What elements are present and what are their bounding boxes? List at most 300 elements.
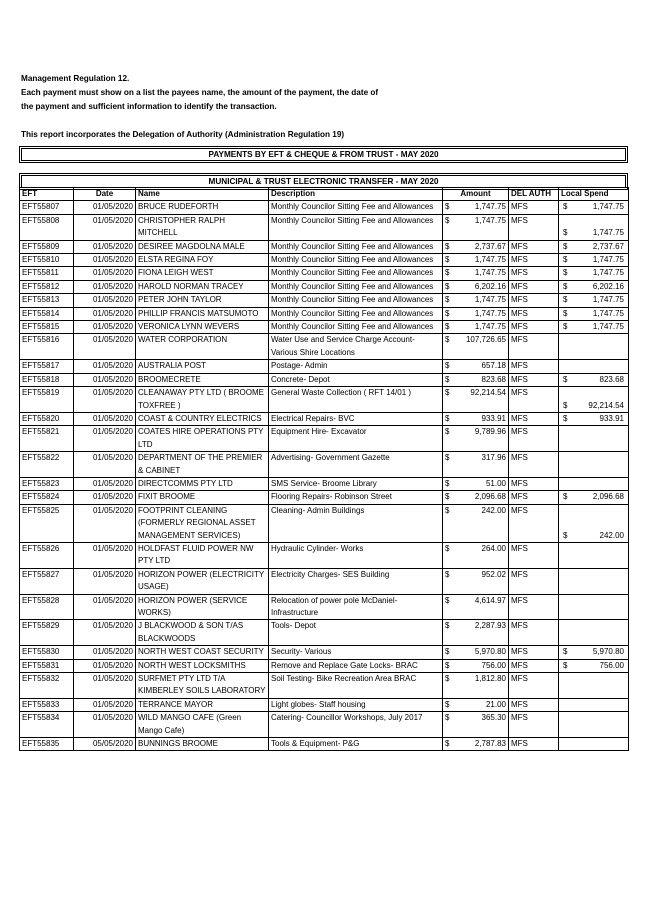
local-spend-cell [559,620,629,646]
amount-value: 6,202.16 [474,281,506,291]
payments-table [19,187,629,751]
amount-cell [443,412,509,425]
currency-symbol: $ [445,308,450,318]
del-auth-cell: MFS [509,491,559,504]
local-spend-cell [559,334,629,360]
eft-number-cell: EFT55832 [20,673,74,699]
currency-symbol: $ [563,400,568,410]
del-auth-cell: MFS [509,321,559,334]
description-cell: General Waste Collection ( RFT 14/01 ) [269,387,443,413]
description-cell: Concrete- Depot [269,373,443,386]
payment-date-cell: 01/05/2020 [74,254,136,267]
currency-symbol: $ [445,215,450,225]
amount-value: 2,287.93 [474,621,506,631]
eft-number-cell: EFT55818 [20,373,74,386]
payee-name-cell: HOLDFAST FLUID POWER NW PTY LTD [136,542,269,568]
local-spend-value: 1,747.75 [592,268,624,278]
table-row [20,373,629,386]
currency-symbol: $ [445,660,450,670]
local-spend-cell [559,542,629,568]
amount-value: 2,096.68 [474,492,506,502]
amount-cell [443,568,509,594]
amount-value: 1,747.75 [474,295,506,305]
eft-number-cell: EFT55828 [20,594,74,620]
payment-date-cell: 01/05/2020 [74,321,136,334]
local-spend-cell [559,698,629,711]
currency-symbol: $ [445,427,450,437]
description-cell: Hydraulic Cylinder- Works [269,542,443,568]
table-row [20,240,629,253]
amount-cell [443,659,509,672]
payee-name-cell: SURFMET PTY LTD T/A KIMBERLEY SOILS LABORATORY [136,673,269,699]
currency-symbol: $ [563,295,568,305]
regulation-heading: Management Regulation 12. [21,74,130,83]
payee-name-cell: CHRISTOPHER RALPH MITCHELL [136,214,269,240]
table-row [20,294,629,307]
eft-number-cell: EFT55827 [20,568,74,594]
amount-value: 21.00 [485,699,506,709]
amount-cell [443,620,509,646]
amount-cell [443,542,509,568]
eft-number-cell: EFT55819 [20,387,74,413]
payee-name-cell: NORTH WEST COAST SECURITY [136,646,269,659]
del-auth-cell: MFS [509,542,559,568]
del-auth-cell: MFS [509,387,559,413]
payment-date-cell: 01/05/2020 [74,673,136,699]
local-spend-cell [559,387,629,413]
description-cell: Monthly Councilor Sitting Fee and Allowances [269,307,443,320]
amount-value: 9,789.96 [474,427,506,437]
table-row [20,491,629,504]
payment-date-cell: 01/05/2020 [74,387,136,413]
payee-name-cell: FIXIT BROOME [136,491,269,504]
description-cell: Advertising- Government Gazette [269,452,443,478]
del-auth-cell: MFS [509,280,559,293]
local-spend-cell [559,568,629,594]
report-banner [19,146,628,163]
payment-date-cell: 01/05/2020 [74,412,136,425]
local-spend-cell [559,214,629,240]
currency-symbol: $ [445,505,450,515]
table-row [20,673,629,699]
description-cell: Monthly Councilor Sitting Fee and Allowances [269,267,443,280]
amount-cell [443,201,509,214]
amount-value: 1,747.75 [474,255,506,265]
del-auth-cell: MFS [509,267,559,280]
local-spend-cell [559,738,629,751]
payee-name-cell: FIONA LEIGH WEST [136,267,269,280]
del-auth-cell: MFS [509,698,559,711]
amount-value: 365.30 [481,713,506,723]
eft-number-cell: EFT55811 [20,267,74,280]
currency-symbol: $ [445,492,450,502]
payment-date-cell: 01/05/2020 [74,426,136,452]
eft-number-cell: EFT55826 [20,542,74,568]
payee-name-cell: BRUCE RUDEFORTH [136,201,269,214]
description-cell: Monthly Councilor Sitting Fee and Allowances [269,201,443,214]
eft-number-cell: EFT55829 [20,620,74,646]
col-header-date: Date [74,188,136,201]
del-auth-cell: MFS [509,214,559,240]
table-row [20,267,629,280]
section-title: MUNICIPAL & TRUST ELECTRONIC TRANSFER - MAY 2020 [21,175,626,188]
amount-value: 756.00 [481,660,506,670]
del-auth-cell: MFS [509,360,559,373]
payee-name-cell: DIRECTCOMMS PTY LTD [136,477,269,490]
description-cell: Monthly Councilor Sitting Fee and Allowances [269,321,443,334]
del-auth-cell: MFS [509,673,559,699]
del-auth-cell: MFS [509,738,559,751]
currency-symbol: $ [445,374,450,384]
table-row [20,620,629,646]
table-row [20,280,629,293]
currency-symbol: $ [445,674,450,684]
del-auth-cell: MFS [509,334,559,360]
payment-date-cell: 01/05/2020 [74,646,136,659]
currency-symbol: $ [445,281,450,291]
table-row [20,712,629,738]
amount-cell [443,214,509,240]
del-auth-cell: MFS [509,568,559,594]
amount-value: 5,970.80 [474,647,506,657]
description-cell: Flooring Repairs- Robinson Street [269,491,443,504]
payment-date-cell: 01/05/2020 [74,280,136,293]
description-cell: Equipment Hire- Excavator [269,426,443,452]
amount-cell [443,477,509,490]
payee-name-cell: DEPARTMENT OF THE PREMIER & CABINET [136,452,269,478]
table-row [20,646,629,659]
eft-number-cell: EFT55810 [20,254,74,267]
local-spend-cell [559,659,629,672]
amount-cell [443,673,509,699]
eft-number-cell: EFT55822 [20,452,74,478]
local-spend-value: 1,747.75 [592,295,624,305]
table-row [20,321,629,334]
local-spend-value: 1,747.75 [592,308,624,318]
local-spend-value: 92,214.54 [588,400,624,410]
payee-name-cell: HAROLD NORMAN TRACEY [136,280,269,293]
regulation-text-2: the payment and sufficient information to identify the transaction. [21,102,277,111]
del-auth-cell: MFS [509,426,559,452]
payee-name-cell: DESIREE MAGDOLNA MALE [136,240,269,253]
payee-name-cell: BROOMECRETE [136,373,269,386]
table-row [20,426,629,452]
payee-name-cell: WATER CORPORATION [136,334,269,360]
amount-cell [443,504,509,542]
currency-symbol: $ [563,530,568,540]
eft-number-cell: EFT55808 [20,214,74,240]
eft-number-cell: EFT55830 [20,646,74,659]
table-row [20,594,629,620]
payment-date-cell: 01/05/2020 [74,214,136,240]
currency-symbol: $ [563,413,568,423]
del-auth-cell: MFS [509,477,559,490]
local-spend-cell [559,201,629,214]
description-cell: Monthly Councilor Sitting Fee and Allowances [269,240,443,253]
local-spend-value: 1,747.75 [592,255,624,265]
payee-name-cell: HORIZON POWER (ELECTRICITY USAGE) [136,568,269,594]
local-spend-cell [559,294,629,307]
eft-number-cell: EFT55820 [20,412,74,425]
currency-symbol: $ [445,322,450,332]
currency-symbol: $ [563,281,568,291]
col-header-local-spend: Local Spend [559,188,629,201]
currency-symbol: $ [563,268,568,278]
amount-value: 264.00 [481,543,506,553]
payment-date-cell: 01/05/2020 [74,620,136,646]
payment-date-cell: 01/05/2020 [74,568,136,594]
del-auth-cell: MFS [509,201,559,214]
table-row [20,452,629,478]
payment-date-cell: 05/05/2020 [74,738,136,751]
description-cell: Soil Testing- Bike Recreation Area BRAC [269,673,443,699]
table-row [20,542,629,568]
payee-name-cell: WILD MANGO CAFE (Green Mango Cafe) [136,712,269,738]
del-auth-cell: MFS [509,294,559,307]
currency-symbol: $ [563,647,568,657]
table-row [20,698,629,711]
amount-value: 823.68 [481,374,506,384]
col-header-name: Name [136,188,269,201]
local-spend-cell [559,267,629,280]
amount-cell [443,334,509,360]
amount-value: 1,747.75 [474,268,506,278]
payee-name-cell: PHILLIP FRANCIS MATSUMOTO [136,307,269,320]
table-row [20,504,629,542]
currency-symbol: $ [445,713,450,723]
local-spend-cell [559,712,629,738]
payee-name-cell: BUNNINGS BROOME [136,738,269,751]
del-auth-cell: MFS [509,452,559,478]
currency-symbol: $ [445,621,450,631]
local-spend-value: 2,096.68 [592,492,624,502]
currency-symbol: $ [445,739,450,749]
payment-date-cell: 01/05/2020 [74,712,136,738]
table-row [20,387,629,413]
description-cell: Tools & Equipment- P&G [269,738,443,751]
amount-value: 242.00 [481,505,506,515]
description-cell: Relocation of power pole McDaniel- Infrastructure [269,594,443,620]
local-spend-value: 1,747.75 [592,228,624,238]
local-spend-cell [559,426,629,452]
local-spend-cell [559,491,629,504]
payment-date-cell: 01/05/2020 [74,452,136,478]
amount-value: 952.02 [481,569,506,579]
currency-symbol: $ [563,228,568,238]
col-header-del-auth: DEL AUTH [509,188,559,201]
amount-cell [443,360,509,373]
amount-cell [443,321,509,334]
amount-value: 657.18 [481,361,506,371]
currency-symbol: $ [445,699,450,709]
amount-cell [443,387,509,413]
payment-date-cell: 01/05/2020 [74,201,136,214]
table-row [20,334,629,360]
table-header-row [20,188,629,201]
eft-number-cell: EFT55835 [20,738,74,751]
table-row [20,307,629,320]
payment-date-cell: 01/05/2020 [74,477,136,490]
amount-value: 51.00 [485,478,506,488]
amount-cell [443,373,509,386]
amount-cell [443,452,509,478]
payee-name-cell: HORIZON POWER (SERVICE WORKS) [136,594,269,620]
currency-symbol: $ [445,595,450,605]
amount-value: 2,787.83 [474,739,506,749]
payee-name-cell: PETER JOHN TAYLOR [136,294,269,307]
currency-symbol: $ [563,255,568,265]
currency-symbol: $ [445,453,450,463]
amount-value: 317.96 [481,453,506,463]
currency-symbol: $ [445,361,450,371]
local-spend-cell [559,360,629,373]
payment-date-cell: 01/05/2020 [74,307,136,320]
amount-cell [443,738,509,751]
currency-symbol: $ [563,308,568,318]
del-auth-cell: MFS [509,412,559,425]
description-cell: Cleaning- Admin Buildings [269,504,443,542]
description-cell: Water Use and Service Charge Account- Various Shire Locations [269,334,443,360]
amount-cell [443,280,509,293]
payee-name-cell: NORTH WEST LOCKSMITHS [136,659,269,672]
payment-date-cell: 01/05/2020 [74,373,136,386]
del-auth-cell: MFS [509,646,559,659]
payment-date-cell: 01/05/2020 [74,267,136,280]
amount-value: 1,747.75 [474,202,506,212]
del-auth-cell: MFS [509,254,559,267]
description-cell: SMS Service- Broome Library [269,477,443,490]
local-spend-cell [559,280,629,293]
payee-name-cell: FOOTPRINT CLEANING (FORMERLY REGIONAL ASSET MANAGEMENT SERVICES) [136,504,269,542]
currency-symbol: $ [563,322,568,332]
payee-name-cell: COATES HIRE OPERATIONS PTY LTD [136,426,269,452]
description-cell: Electricity Charges- SES Building [269,568,443,594]
description-cell: Catering- Councillor Workshops, July 2017 [269,712,443,738]
eft-number-cell: EFT55823 [20,477,74,490]
local-spend-cell [559,673,629,699]
payment-date-cell: 01/05/2020 [74,360,136,373]
description-cell: Monthly Councilor Sitting Fee and Allowances [269,280,443,293]
currency-symbol: $ [445,647,450,657]
table-row [20,360,629,373]
report-title: PAYMENTS BY EFT & CHEQUE & FROM TRUST - MAY 2020 [21,148,626,161]
payment-date-cell: 01/05/2020 [74,240,136,253]
amount-value: 1,747.75 [474,215,506,225]
del-auth-cell: MFS [509,594,559,620]
eft-number-cell: EFT55812 [20,280,74,293]
local-spend-value: 1,747.75 [592,322,624,332]
payment-date-cell: 01/05/2020 [74,594,136,620]
del-auth-cell: MFS [509,712,559,738]
payment-date-cell: 01/05/2020 [74,491,136,504]
eft-number-cell: EFT55807 [20,201,74,214]
amount-value: 933.91 [481,413,506,423]
local-spend-value: 823.68 [599,374,624,384]
payment-date-cell: 01/05/2020 [74,659,136,672]
payment-date-cell: 01/05/2020 [74,542,136,568]
description-cell: Tools- Depot [269,620,443,646]
local-spend-cell [559,321,629,334]
eft-number-cell: EFT55817 [20,360,74,373]
payee-name-cell: TERRANCE MAYOR [136,698,269,711]
local-spend-cell [559,452,629,478]
amount-cell [443,491,509,504]
payee-name-cell: VERONICA LYNN WEVERS [136,321,269,334]
payment-date-cell: 01/05/2020 [74,334,136,360]
del-auth-cell: MFS [509,373,559,386]
del-auth-cell: MFS [509,659,559,672]
table-row [20,412,629,425]
delegation-note: This report incorporates the Delegation of Authority (Administration Regulation 19) [21,130,345,139]
amount-value: 1,747.75 [474,322,506,332]
eft-number-cell: EFT55831 [20,659,74,672]
amount-cell [443,240,509,253]
payment-date-cell: 01/05/2020 [74,504,136,542]
local-spend-value: 2,737.67 [592,241,624,251]
del-auth-cell: MFS [509,620,559,646]
currency-symbol: $ [445,255,450,265]
del-auth-cell: MFS [509,240,559,253]
currency-symbol: $ [445,543,450,553]
amount-cell [443,698,509,711]
table-row [20,201,629,214]
payee-name-cell: ELSTA REGINA FOY [136,254,269,267]
col-header-amount: Amount [443,188,509,201]
amount-cell [443,294,509,307]
description-cell: Monthly Councilor Sitting Fee and Allowances [269,294,443,307]
eft-number-cell: EFT55813 [20,294,74,307]
local-spend-value: 242.00 [599,530,624,540]
local-spend-cell [559,254,629,267]
amount-cell [443,646,509,659]
amount-value: 92,214.54 [470,388,506,398]
currency-symbol: $ [445,295,450,305]
currency-symbol: $ [445,413,450,423]
currency-symbol: $ [563,202,568,212]
local-spend-cell [559,240,629,253]
amount-cell [443,712,509,738]
eft-number-cell: EFT55814 [20,307,74,320]
eft-number-cell: EFT55824 [20,491,74,504]
eft-number-cell: EFT55809 [20,240,74,253]
amount-cell [443,307,509,320]
eft-number-cell: EFT55821 [20,426,74,452]
payee-name-cell: J BLACKWOOD & SON T/AS BLACKWOODS [136,620,269,646]
payment-date-cell: 01/05/2020 [74,294,136,307]
amount-cell [443,267,509,280]
del-auth-cell: MFS [509,307,559,320]
table-row [20,738,629,751]
payment-date-cell: 01/05/2020 [74,698,136,711]
currency-symbol: $ [445,241,450,251]
description-cell: Security- Various [269,646,443,659]
local-spend-value: 933.91 [599,413,624,423]
local-spend-value: 6,202.16 [592,281,624,291]
local-spend-cell [559,646,629,659]
eft-number-cell: EFT55816 [20,334,74,360]
col-header-description: Description [269,188,443,201]
table-row [20,568,629,594]
currency-symbol: $ [563,374,568,384]
col-header-eft: EFT [20,188,74,201]
eft-number-cell: EFT55815 [20,321,74,334]
eft-number-cell: EFT55833 [20,698,74,711]
payee-name-cell: AUSTRALIA POST [136,360,269,373]
amount-value: 2,737.67 [474,241,506,251]
regulation-notes [21,72,378,142]
local-spend-cell [559,477,629,490]
local-spend-cell [559,412,629,425]
